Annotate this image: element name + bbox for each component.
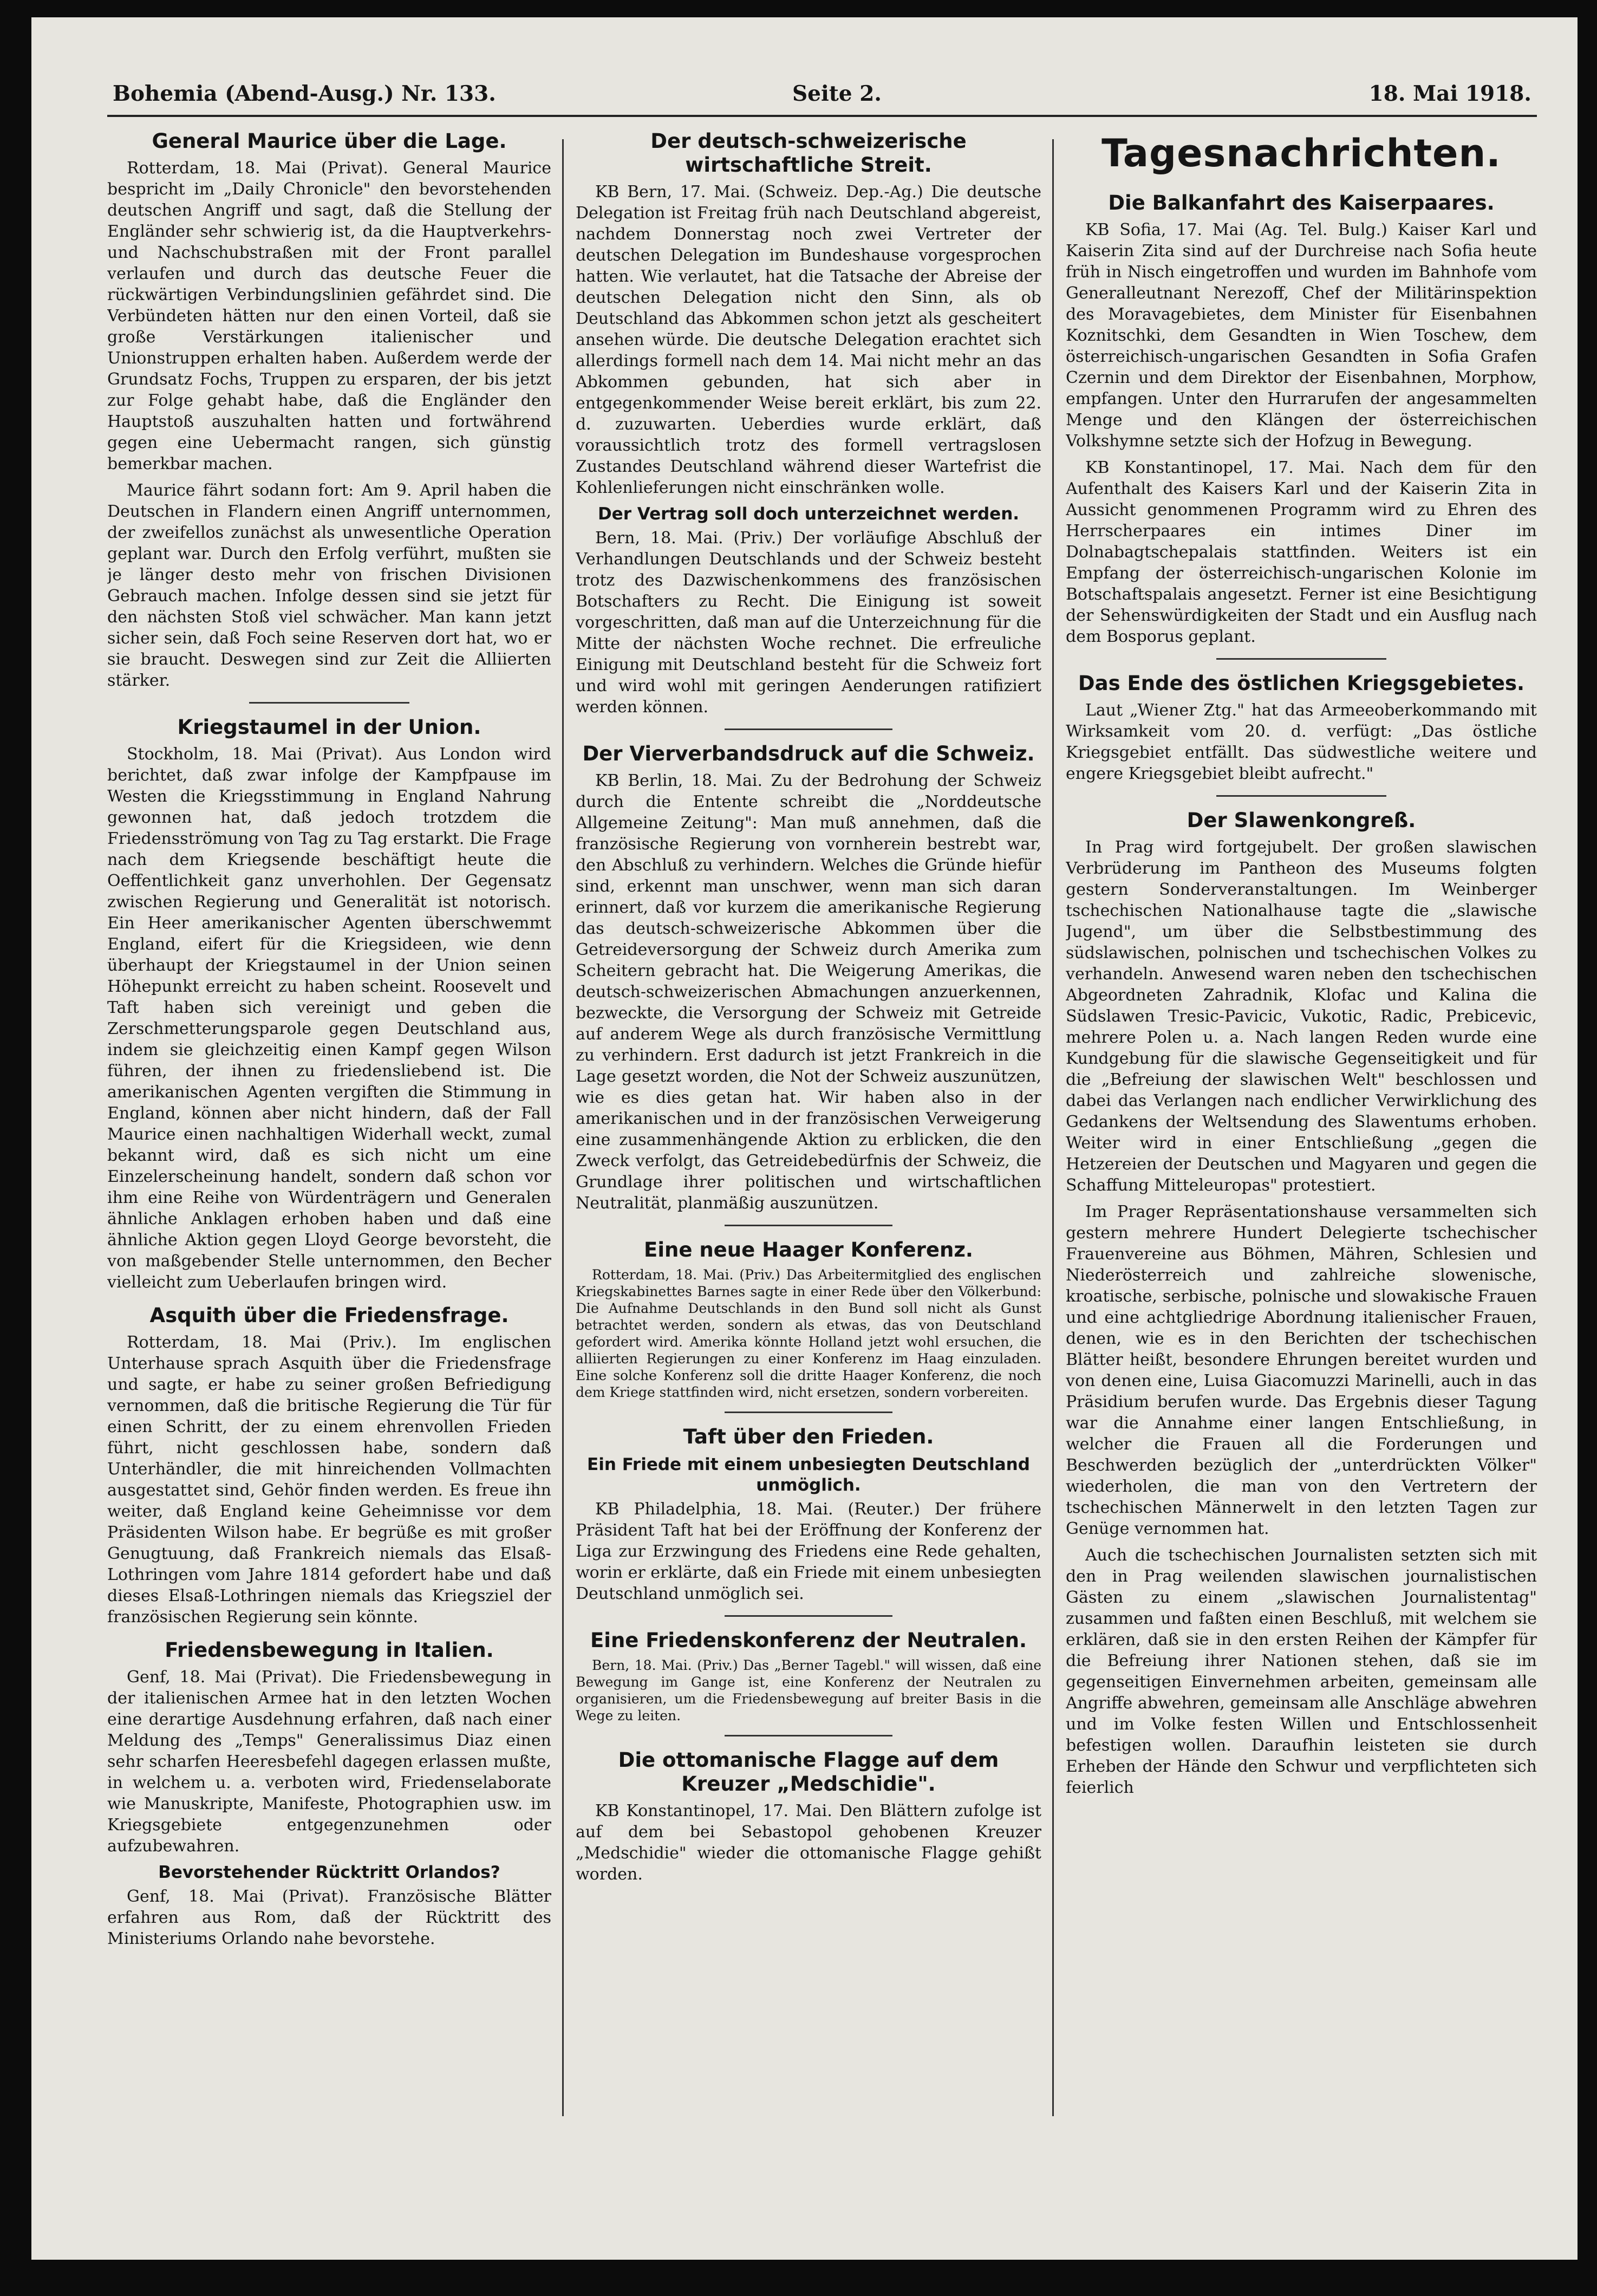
article-paragraph: Rotterdam, 18. Mai (Priv.). Im englischen Unterhause sprach Asquith über die Friedensfrage und sagte, er habe zu seiner großen Befriedigung vernommen, daß die britische Regierung die Tür für einen Schritt, der zu einem ehrenvollen Frieden führt, nicht geschlossen habe, sondern daß Unterhändler, die mit hinreichenden Vollmachten ausgestattet sind, Gehör finden werden. Es freue ihn weiter, daß England keine Geheimnisse vor dem Präsidenten Wilson habe. Er begrüße es mit großer Genugtuung, daß Frankreich niemals das Elsaß-Lothringen vom Jahre 1814 gefordert habe und daß dieses Elsaß-Lothringen niemals das Kriegsziel der französischen Regierung sein könnte.	[107, 1333, 551, 1627]
article-kriegstaumel	[107, 716, 551, 1293]
article-title: Friedensbewegung in Italien.	[165, 1638, 494, 1662]
article-title: Der Slawenkongreß.	[1187, 809, 1416, 832]
article-paragraph: Auch die tschechischen Journalisten setzten sich mit den in Prag weilenden slawischen journalistischen Gästen zu einem „slawischen Journalistentag" zusammen und faßten einen Beschluß, mit welchem sie erklären, daß sie in den ersten Reihen der Kämpfer für die Befreiung ihrer Nationen stehen, daß sie im gegenseitigen Einvernehmen arbeiten, gemeinsam alle Angriffe abwehren, gemeinsam alle Anschläge abwehren und im Volke festen Willen und Entschlossenheit befestigen wollen. Daraufhin leisteten sie durch Erheben der Hände den Schwur und verpflichteten sich feierlich	[1066, 1546, 1537, 1797]
page-number: Seite 2.	[792, 81, 882, 106]
column-rule	[562, 139, 564, 2116]
article-subtitle: Ein Friede mit einem unbesiegten Deutschland unmöglich.	[587, 1455, 1030, 1495]
article-divider	[725, 1615, 892, 1617]
article-slawenkongress	[1066, 809, 1537, 1798]
article-title: Die Balkanfahrt des Kaiserpaares.	[1108, 191, 1495, 214]
article-paragraph: Genf, 18. Mai (Privat). Französische Blätter erfahren aus Rom, daß der Rücktritt des Ministeriums Orlando nahe bevorstehe.	[107, 1887, 551, 1948]
column-1	[107, 123, 551, 2181]
column-2	[576, 123, 1041, 2181]
article-paragraph: Im Prager Repräsentationshause versammelten sich gestern mehrere Hundert Delegierte tschechischer Frauenvereine aus Böhmen, Mähren, Schlesien und Niederösterreich und zahlreiche slowenische, kroatische, serbische, polnische und slowakische Frauen und eine achtgliedrige Abordnung italienischer Frauen, denen, wie es in den Berichten der tschechischen Blätter heißt, besondere Ehrungen bereitet wurden und von denen eine, Luisa Giacomuzzi Marinelli, auch in das Präsidium berufen wurde. Das Ergebnis dieser Tagung war die Annahme einer langen Entschließung, in welcher die Frauen all die Forderungen und Beschwerden bezüglich der „unterdrückten Völker" wiederholen, die man von den Vertretern der tschechischen Männerwelt in den letzten Tagen zur Genüge vernommen hat.	[1066, 1202, 1537, 1538]
article-paragraph: Rotterdam, 18. Mai (Privat). General Maurice bespricht im „Daily Chronicle" den bevorstehenden deutschen Angriff und sagt, daß die Stellung der Engländer sehr schwierig ist, da die Hauptverkehrs- und Nachschubstraßen mit der Front parallel verlaufen und durch das deutsche Feuer die rückwärtigen Verbindungslinien gefährdet sind. Die Verbündeten hätten nur den einen Vorteil, daß sie große Verstärkungen italienischer und Unionstruppen erhalten haben. Außerdem werde der Grundsatz Fochs, Truppen zu ersparen, der bis jetzt zur Folge gehabt habe, daß die Engländer den Hauptstoß auszuhalten hatten und fortwährend gegen eine Uebermacht rangen, sich günstig bemerkbar machen.	[107, 159, 551, 473]
article-paragraph: KB Bern, 17. Mai. (Schweiz. Dep.-Ag.) Die deutsche Delegation ist Freitag früh nach Deutschland abgereist, nachdem Donnerstag noch zwei Vertreter der deutschen Delegation im Bundeshause vorgesprochen hatten. Wie verlautet, hat die Tatsache der Abreise der deutschen Delegation nicht den Sinn, als ob Deutschland das Abkommen schon jetzt als gescheitert ansehen würde. Die deutsche Delegation erachtet sich allerdings formell nach dem 14. Mai nicht mehr an das Abkommen gebunden, hat sich aber in entgegenkommender Weise bereit erklärt, bis zum 22. d. zuzuwarten. Ueberdies wurde erklärt, daß voraussichtlich trotz des formell vertragslosen Zustandes Deutschland während dieser Wartefrist die Kohlenlieferungen nicht einschränken wolle.	[576, 183, 1041, 497]
article-title: Der Vierverbandsdruck auf die Schweiz.	[582, 742, 1035, 765]
article-balkanfahrt	[1066, 191, 1537, 647]
article-paragraph: KB Philadelphia, 18. Mai. (Reuter.) Der frühere Präsident Taft hat bei der Eröffnung der Konferenz der Liga zur Erzwingung des Friedens eine Rede gehalten, worin er erklärte, daß ein Friede mit einem unbesiegten Deutschland unmöglich sei.	[576, 1500, 1041, 1603]
newspaper-page	[31, 17, 1578, 2260]
column-rule	[1052, 139, 1054, 2116]
article-title: Asquith über die Friedensfrage.	[149, 1304, 509, 1327]
article-paragraph: Bern, 18. Mai. (Priv.) Das „Berner Tagebl." will wissen, daß eine Bewegung im Gange ist, eine Konferenz der Neutralen zu organisieren, um die Friedensbewegung auf breiter Basis in die Wege zu leiten.	[576, 1657, 1041, 1723]
article-divider	[725, 1735, 892, 1736]
article-divider	[1216, 795, 1386, 797]
masthead-issue: Bohemia (Abend-Ausg.) Nr. 133.	[113, 81, 496, 106]
article-paragraph: Laut „Wiener Ztg." hat das Armeeoberkommando mit Wirksamkeit vom 20. d. verfügt: „Das östliche Kriegsgebiet entfällt. Das südwestliche weitere und engere Kriegsgebiet bleibt aufrecht."	[1066, 701, 1537, 783]
article-title: Taft über den Frieden.	[683, 1425, 934, 1448]
article-paragraph: Bern, 18. Mai. (Priv.) Der vorläufige Abschluß der Verhandlungen Deutschlands und der Schweiz besteht trotz des Dazwischenkommens des französischen Botschafters zu Recht. Die Einigung ist soweit vorgeschritten, daß man auf die Unterzeichnung für die Mitte der nächsten Woche rechnet. Die erfreuliche Einigung mit Deutschland besteht für die Schweiz fort und wird wohl mit geringen Aenderungen ratifiziert werden können.	[576, 529, 1041, 717]
article-haager-konferenz	[576, 1238, 1041, 1401]
article-taft	[576, 1425, 1041, 1604]
article-paragraph: KB Konstantinopel, 17. Mai. Nach dem für den Aufenthalt des Kaisers Karl und der Kaiserin Zita in Aussicht genommenen Programm wird zu Ehren des Herrscherpaares ein intimes Diner im Dolnabagtschepalais stattfinden. Weiters ist ein Empfang der österreichisch-ungarischen Kolonie im Botschaftspalais angesetzt. Ferner ist eine Besichtigung der Sehenswürdigkeiten der Stadt und ein Ausflug nach dem Bosporus geplant.	[1066, 458, 1537, 646]
article-paragraph: Rotterdam, 18. Mai. (Priv.) Das Arbeitermitglied des englischen Kriegskabinettes Barnes sagte in einer Rede über den Völkerbund: Die Aufnahme Deutschlands in den Bund soll nicht als Gunst betrachtet werden, sondern als etwas, das von Deutschland gefordert wird. Amerika könnte Holland jetzt wohl ersuchen, die alliierten Regierungen zu einer Konferenz im Haag einzuladen. Eine solche Konferenz soll die dritte Haager Konferenz, die noch dem Kriege stattfinden wird, nicht ersetzen, sondern vorbereiten.	[576, 1267, 1041, 1400]
article-title: General Maurice über die Lage.	[152, 129, 507, 153]
article-subtitle: Bevorstehender Rücktritt Orlandos?	[158, 1863, 500, 1882]
article-schweiz-streit	[576, 129, 1041, 718]
article-divider	[1216, 658, 1386, 660]
article-title: Eine neue Haager Konferenz.	[644, 1238, 973, 1261]
article-kriegsgebiet	[1066, 672, 1537, 784]
article-divider	[725, 729, 892, 730]
section-heading: Tagesnachrichten.	[1101, 131, 1501, 175]
article-asquith	[107, 1304, 551, 1628]
article-paragraph: Genf, 18. Mai (Privat). Die Friedensbewegung in der italienischen Armee hat in den letzten Wochen eine derartige Ausdehnung erfahren, daß nach einer Meldung des „Temps" Generalissimus Diaz einen sehr scharfen Heeresbefehl dagegen erlassen mußte, in welchem u. a. verboten wird, Friedenselaborate wie Manuskripte, Manifeste, Photographien usw. im Kriegsgebiete entgegenzunehmen oder aufzubewahren.	[107, 1668, 551, 1856]
article-divider	[725, 1225, 892, 1226]
article-paragraph: In Prag wird fortgejubelt. Der großen slawischen Verbrüderung im Pantheon des Museums folgten gestern Sonderveranstaltungen. Im Weinberger tschechischen Nationalhause tagte die „slawische Jugend", um über die Selbstbestimmung des südslawischen, polnischen und tschechischen Volkes zu verhandeln. Anwesend waren neben den tschechischen Abgeordneten Zahradnik, Klofac und Kalina die Südslawen Tresic-Pavicic, Vukotic, Radic, Prebicevic, mehrere Polen u. a. Nach langen Reden wurde eine Kundgebung für die slawische Gegenseitigkeit und für die „Befreiung der slawischen Welt" beschlossen und dabei das Verlangen nach endlicher Verwirklichung des Gedankens der Weltsendung des Slawentums erhoben. Weiter wird in einer Entschließung „gegen die Hetzereien der Deutschen und Magyaren und gegen die Schaffung Mitteleuropas" protestiert.	[1066, 838, 1537, 1195]
article-title: Das Ende des östlichen Kriegsgebietes.	[1078, 672, 1525, 695]
article-friedensbewegung	[107, 1638, 551, 1949]
article-paragraph: Stockholm, 18. Mai (Privat). Aus London wird berichtet, daß zwar infolge der Kampfpause im Westen die Kriegsstimmung in England Nahrung gewonnen hat, daß jedoch trotzdem die Friedensströmung von Tag zu Tag erstarkt. Die Frage nach dem Kriegsende beschäftigt heute die Oeffentlichkeit ganz unverhohlen. Der Gegensatz zwischen Regierung und Generalität ist notorisch. Ein Heer amerikanischer Agenten überschwemmt England, eifert für die Kriegsideen, wie denn überhaupt der Kriegstaumel in der Union seinen Höhepunkt erreicht zu haben scheint. Roosevelt und Taft haben sich vereinigt und geben die Zerschmetterungsparole gegen Deutschland aus, indem sie gleichzeitig einen Kampf gegen Wilson führen, der ihnen zu friedensliebend ist. Die amerikanischen Agenten vergiften die Stimmung in England, können aber nicht hindern, daß der Fall Maurice einen nachhaltigen Widerhall weckt, zumal bekannt wird, daß es sich nicht um eine Einzelerscheinung handelt, sondern daß schon vor ihm eine Reihe von Würdenträgern und Generalen ähnliche Anklagen erhoben haben und daß eine ähnliche Aktion gegen Lloyd George bevorsteht, die von maßgebender Stelle unternommen, den Becher vielleicht zum Ueberlaufen bringen wird.	[107, 745, 551, 1292]
article-maurice	[107, 129, 551, 691]
article-divider	[249, 702, 409, 704]
article-flagge	[576, 1748, 1041, 1885]
column-3	[1066, 123, 1537, 2181]
article-paragraph: KB Sofia, 17. Mai (Ag. Tel. Bulg.) Kaiser Karl und Kaiserin Zita sind auf der Durchreise nach Sofia heute früh in Nisch eingetroffen und wurden im Bahnhofe vom Generalleutnant Nerezoff, Chef der Militärinspektion des Moravagebietes, dem Minister für Eisenbahnen Koznitschki, dem Gesandten in Wien Toschew, dem österreichisch-ungarischen Gesandten in Sofia Grafen Czernin und dem Direktor der Eisenbahnen, Morphow, empfangen. Unter den Hurrarufen der angesammelten Menge und den Klängen der österreichischen Volkshymne setzte sich der Hofzug in Bewegung.	[1066, 220, 1537, 451]
running-header	[107, 71, 1537, 117]
issue-date: 18. Mai 1918.	[1368, 81, 1531, 106]
article-vierverband	[576, 742, 1041, 1214]
article-paragraph: KB Berlin, 18. Mai. Zu der Bedrohung der Schweiz durch die Entente schreibt die „Norddeutsche Allgemeine Zeitung": Man muß annehmen, daß die französische Regierung von vornherein bestrebt war, den Abschluß zu verhindern. Welches die Gründe hiefür sind, erkennt man unschwer, wenn man sich daran erinnert, daß vor kurzem die amerikanische Regierung das deutsch-schweizerische Abkommen über die Getreideversorgung der Schweiz durch Amerika zum Scheitern gebracht hat. Die Weigerung Amerikas, die deutsch-schweizerischen Abmachungen anzuerkennen, bezweckte, die Versorgung der Schweiz mit Getreide auf anderem Wege als durch französische Vermittlung zu verhindern. Erst dadurch ist jetzt Frankreich in die Lage gesetzt worden, die Not der Schweiz auszunützen, wie es dies getan hat. Wir haben also in der amerikanischen und in der französischen Verweigerung eine zusammenhängende Aktion zu erblicken, die den Zweck verfolgt, das Getreidebedürfnis der Schweiz, die Grundlage ihrer politischen und wirtschaftlichen Neutralität, planmäßig auszunützen.	[576, 771, 1041, 1213]
article-subtitle: Der Vertrag soll doch unterzeichnet werden.	[597, 504, 1020, 524]
article-divider	[725, 1412, 892, 1413]
article-neutralen	[576, 1629, 1041, 1724]
article-paragraph: Maurice fährt sodann fort: Am 9. April haben die Deutschen in Flandern einen Angriff unternommen, der zweifellos zunächst als unwesentliche Operation geplant war. Durch den Erfolg verführt, mußten sie je länger desto mehr von frischen Divisionen Gebrauch machen. Infolge dessen sind sie jetzt für den nächsten Stoß viel schwächer. Man kann jetzt sicher sein, daß Foch seine Reserven dort hat, wo er sie braucht. Deswegen sind zur Zeit die Alliierten stärker.	[107, 481, 551, 690]
article-title: Der deutsch-schweizerische wirtschaftliche Streit.	[650, 129, 967, 177]
article-paragraph: KB Konstantinopel, 17. Mai. Den Blättern zufolge ist auf dem bei Sebastopol gehobenen Kreuzer „Medschidie" wieder die ottomanische Flagge gehißt worden.	[576, 1801, 1041, 1884]
article-title: Die ottomanische Flagge auf dem Kreuzer „Medschidie".	[618, 1748, 999, 1796]
article-title: Kriegstaumel in der Union.	[177, 716, 481, 739]
article-title: Eine Friedenskonferenz der Neutralen.	[590, 1629, 1027, 1652]
